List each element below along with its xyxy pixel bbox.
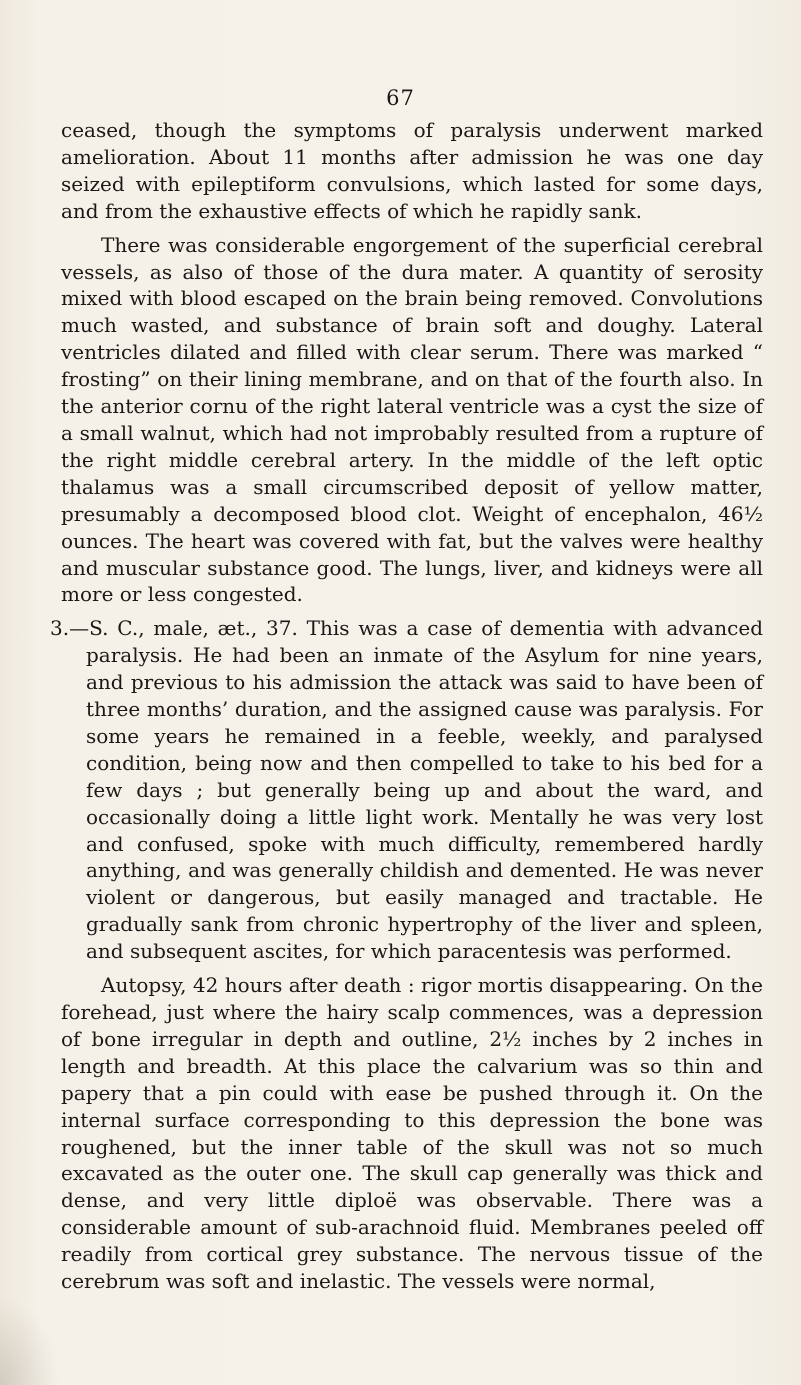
- page-number: 67: [386, 86, 415, 110]
- body-text: [50, 117, 763, 1295]
- paragraph-continuation: ceased, though the symptoms of paralysis underwent marked amelioration. About 11 months after admission he was one day seized with epileptiform convulsions, which lasted for some days, and from the exhaustive effects of which he rapidly sank.: [61, 118, 763, 223]
- paragraph-post-mortem: There was considerable engorgement of the superficial cerebral vessels, as also of those of the dura mater. A quantity of serosity mixed with blood escaped on the brain being removed. Convolutions much wasted, and substance of brain soft and doughy. Lateral ventricles dilated and filled with clear serum. There was marked “ frosting” on their lining membrane, and on that of the fourth also. In the anterior cornu of the right lateral ventricle was a cyst the size of a small walnut, which had not improbably resulted from a rupture of the right middle cerebral artery. In the middle of the left optic thalamus was a small circumscribed deposit of yellow matter, presumably a decomposed blood clot. Weight of encephalon, 46½ ounces. The heart was covered with fat, but the valves were healthy and muscular substance good. The lungs, liver, and kidneys were all more or less congested.: [61, 232, 763, 607]
- paragraph-gap: [61, 608, 763, 615]
- paragraph-gap: [61, 965, 763, 972]
- page-corner-shadow: [0, 1295, 60, 1385]
- paragraph-case-3: 3.—S. C., male, æt., 37. This was a case of dementia with advanced paralysis. He had been an inmate of the Asylum for nine years, and previous to his admission the attack was said to have been of three months’ duration, and the assigned cause was paralysis. For some years he remained in a feeble, weekly, and paralysed condition, being now and then compelled to take to his bed for a few days ; but generally being up and about the ward, and occasionally doing a little light work. Mentally he was very lost and confused, spoke with much difficulty, remembered hardly anything, and was generally childish and demented. He was never violent or dangerous, but easily managed and tractable. He gradually sank from chronic hypertrophy of the liver and spleen, and subsequent ascites, for which paracentesis was performed.: [50, 616, 763, 964]
- paragraph-gap: [61, 225, 763, 232]
- paragraph-autopsy: Autopsy, 42 hours after death : rigor mortis disappearing. On the forehead, just where the hairy scalp commences, was a depression of bone irregular in depth and outline, 2½ inches by 2 inches in length and breadth. At this place the calvarium was so thin and papery that a pin could with ease be pushed through it. On the internal surface corresponding to this depression the bone was roughened, but the inner table of the skull was not so much excavated as the outer one. The skull cap generally was thick and dense, and very little diploë was observable. There was a considerable amount of sub-arachnoid fluid. Membranes peeled off readily from cortical grey substance. The nervous tissue of the cerebrum was soft and inelastic. The vessels were normal,: [61, 973, 763, 1294]
